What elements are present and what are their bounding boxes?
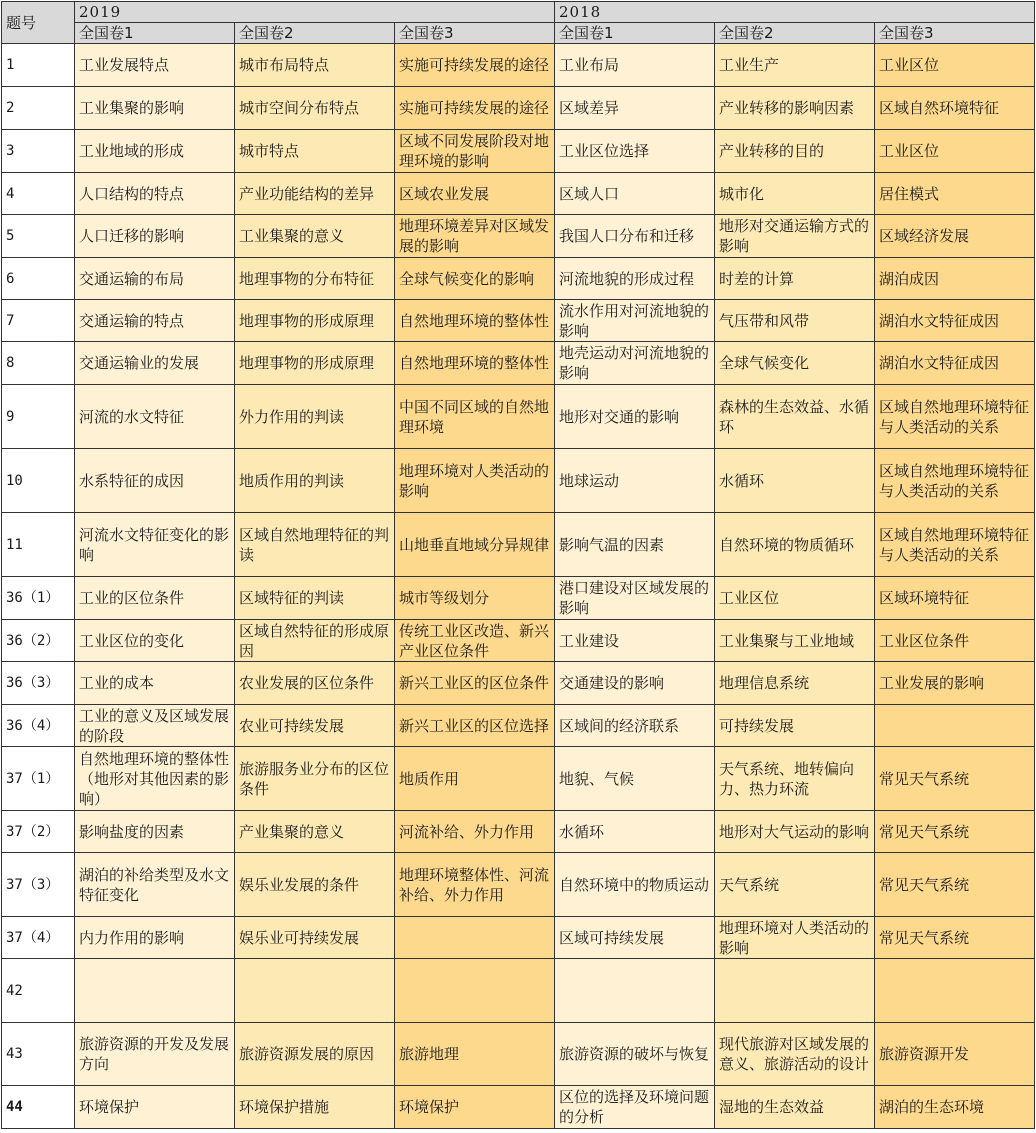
- topic-cell: 内力作用的影响: [75, 917, 235, 959]
- question-number-cell: 44: [2, 1086, 75, 1129]
- topic-cell: [875, 705, 1035, 747]
- topic-cell: 地理环境对人类活动的影响: [715, 917, 875, 959]
- topic-cell: 城市特点: [235, 130, 395, 173]
- topic-cell: 影响气温的因素: [555, 513, 715, 577]
- topic-cell: 河流补给、外力作用: [395, 811, 555, 853]
- topic-cell: 旅游资源发展的原因: [235, 1023, 395, 1086]
- topic-cell: 现代旅游对区域发展的意义、旅游活动的设计: [715, 1023, 875, 1086]
- topic-cell: 地形对交通的影响: [555, 385, 715, 449]
- topic-cell: 工业布局: [555, 44, 715, 87]
- question-number-cell: 36（4）: [2, 705, 75, 747]
- topic-cell: 工业集聚的影响: [75, 87, 235, 130]
- topic-cell: 环境保护: [75, 1086, 235, 1129]
- topic-cell: 环境保护措施: [235, 1086, 395, 1129]
- topic-cell: 影响盐度的因素: [75, 811, 235, 853]
- topic-cell: 区域可持续发展: [555, 917, 715, 959]
- topic-cell: 地球运动: [555, 449, 715, 513]
- topic-cell: 工业发展的影响: [875, 662, 1035, 705]
- paper-header: 全国卷3: [395, 23, 555, 44]
- question-number-header: 题号: [2, 2, 75, 44]
- topic-cell: 区域自然地理特征的判读: [235, 513, 395, 577]
- question-number-cell: 4: [2, 173, 75, 215]
- topic-cell: 地理环境对人类活动的影响: [395, 449, 555, 513]
- table-row: [2, 342, 1035, 385]
- question-number-cell: 5: [2, 215, 75, 258]
- topic-cell: 中国不同区域的自然地理环境: [395, 385, 555, 449]
- question-number-cell: 37（4）: [2, 917, 75, 959]
- paper-header: 全国卷3: [875, 23, 1035, 44]
- topic-cell: 农业可持续发展: [235, 705, 395, 747]
- topic-cell: 工业区位: [875, 44, 1035, 87]
- question-number-cell: 10: [2, 449, 75, 513]
- topic-cell: 工业区位选择: [555, 130, 715, 173]
- topic-cell: 自然地理环境的整体性: [395, 342, 555, 385]
- year-header-2019: 2019: [75, 2, 555, 23]
- topic-cell: 区域农业发展: [395, 173, 555, 215]
- topic-cell: 我国人口分布和迁移: [555, 215, 715, 258]
- table-row: [2, 44, 1035, 87]
- topic-cell: 工业区位的变化: [75, 620, 235, 662]
- topic-cell: 自然地理环境的整体性: [395, 300, 555, 342]
- topic-cell: 常见天气系统: [875, 853, 1035, 917]
- question-number-cell: 7: [2, 300, 75, 342]
- question-number-cell: 3: [2, 130, 75, 173]
- topic-cell: 娱乐业可持续发展: [235, 917, 395, 959]
- topic-cell: 自然地理环境的整体性（地形对其他因素的影响）: [75, 747, 235, 811]
- topic-cell: 实施可持续发展的途径: [395, 44, 555, 87]
- question-number-cell: 9: [2, 385, 75, 449]
- topic-cell: 自然环境的物质循环: [715, 513, 875, 577]
- topic-cell: 可持续发展: [715, 705, 875, 747]
- topic-cell: 新兴工业区的区位选择: [395, 705, 555, 747]
- topic-cell: 水循环: [715, 449, 875, 513]
- topic-cell: 地理事物的形成原理: [235, 342, 395, 385]
- topic-cell: 旅游资源的开发及发展方向: [75, 1023, 235, 1086]
- topic-cell: 地理信息系统: [715, 662, 875, 705]
- table-row: [2, 620, 1035, 662]
- topic-cell: 城市等级划分: [395, 577, 555, 620]
- topic-cell: 区域经济发展: [875, 215, 1035, 258]
- table-row: [2, 853, 1035, 917]
- topic-cell: 交通运输的特点: [75, 300, 235, 342]
- topic-cell: 产业集聚的意义: [235, 811, 395, 853]
- question-number-cell: 6: [2, 258, 75, 300]
- topic-cell: 娱乐业发展的条件: [235, 853, 395, 917]
- topic-cell: 工业区位条件: [875, 620, 1035, 662]
- topic-cell: 区域差异: [555, 87, 715, 130]
- topic-cell: 城市化: [715, 173, 875, 215]
- topic-cell: 流水作用对河流地貌的影响: [555, 300, 715, 342]
- topic-cell: 人口迁移的影响: [75, 215, 235, 258]
- topic-cell: 产业转移的影响因素: [715, 87, 875, 130]
- topic-cell: 地壳运动对河流地貌的影响: [555, 342, 715, 385]
- topic-cell: 工业集聚与工业地域: [715, 620, 875, 662]
- topic-cell: 地理环境差异对区域发展的影响: [395, 215, 555, 258]
- table-row: [2, 577, 1035, 620]
- table-row: [2, 173, 1035, 215]
- topic-cell: [75, 959, 235, 1023]
- table-row: [2, 513, 1035, 577]
- topic-cell: 水系特征的成因: [75, 449, 235, 513]
- paper-header: 全国卷1: [555, 23, 715, 44]
- table-row: [2, 130, 1035, 173]
- topic-cell: 港口建设对区域发展的影响: [555, 577, 715, 620]
- question-number-cell: 11: [2, 513, 75, 577]
- topic-cell: 区域自然特征的形成原因: [235, 620, 395, 662]
- topic-cell: 区域自然地理环境特征与人类活动的关系: [875, 449, 1035, 513]
- topic-cell: 湖泊水文特征成因: [875, 342, 1035, 385]
- topic-cell: 产业转移的目的: [715, 130, 875, 173]
- exam-topic-table: [1, 1, 1035, 1129]
- topic-cell: 旅游服务业分布的区位条件: [235, 747, 395, 811]
- paper-header: 全国卷2: [235, 23, 395, 44]
- topic-cell: 工业的意义及区域发展的阶段: [75, 705, 235, 747]
- topic-cell: 常见天气系统: [875, 811, 1035, 853]
- table-body: [2, 44, 1035, 1129]
- topic-cell: 地理环境整体性、河流补给、外力作用: [395, 853, 555, 917]
- topic-cell: 湖泊成因: [875, 258, 1035, 300]
- topic-cell: 农业发展的区位条件: [235, 662, 395, 705]
- topic-cell: 区域不同发展阶段对地理环境的影响: [395, 130, 555, 173]
- paper-header: 全国卷2: [715, 23, 875, 44]
- topic-cell: 工业的成本: [75, 662, 235, 705]
- topic-cell: 河流地貌的形成过程: [555, 258, 715, 300]
- topic-cell: 传统工业区改造、新兴产业区位条件: [395, 620, 555, 662]
- question-number-cell: 36（3）: [2, 662, 75, 705]
- topic-cell: [555, 959, 715, 1023]
- topic-cell: 地形对交通运输方式的影响: [715, 215, 875, 258]
- topic-cell: [715, 959, 875, 1023]
- topic-cell: 湿地的生态效益: [715, 1086, 875, 1129]
- topic-cell: 地理事物的形成原理: [235, 300, 395, 342]
- question-number-cell: 36（2）: [2, 620, 75, 662]
- question-number-cell: 2: [2, 87, 75, 130]
- topic-cell: 区位的选择及环境问题的分析: [555, 1086, 715, 1129]
- question-number-cell: 37（3）: [2, 853, 75, 917]
- question-number-cell: 36（1）: [2, 577, 75, 620]
- topic-cell: 环境保护: [395, 1086, 555, 1129]
- topic-cell: [235, 959, 395, 1023]
- topic-cell: 湖泊水文特征成因: [875, 300, 1035, 342]
- topic-cell: [875, 959, 1035, 1023]
- topic-cell: 森林的生态效益、水循环: [715, 385, 875, 449]
- topic-cell: 地貌、气候: [555, 747, 715, 811]
- topic-cell: 工业发展特点: [75, 44, 235, 87]
- topic-cell: 区域自然地理环境特征与人类活动的关系: [875, 385, 1035, 449]
- topic-cell: 区域特征的判读: [235, 577, 395, 620]
- topic-cell: 工业建设: [555, 620, 715, 662]
- table-row: [2, 385, 1035, 449]
- topic-cell: 工业生产: [715, 44, 875, 87]
- table-row: [2, 1023, 1035, 1086]
- topic-cell: 交通运输的布局: [75, 258, 235, 300]
- topic-cell: 地理事物的分布特征: [235, 258, 395, 300]
- question-number-cell: 37（1）: [2, 747, 75, 811]
- topic-cell: 交通运输业的发展: [75, 342, 235, 385]
- topic-cell: 外力作用的判读: [235, 385, 395, 449]
- topic-cell: 河流的水文特征: [75, 385, 235, 449]
- question-number-cell: 43: [2, 1023, 75, 1086]
- table-row: [2, 662, 1035, 705]
- topic-cell: 城市空间分布特点: [235, 87, 395, 130]
- topic-cell: 实施可持续发展的途径: [395, 87, 555, 130]
- table-row: [2, 747, 1035, 811]
- topic-cell: 区域环境特征: [875, 577, 1035, 620]
- topic-cell: 交通建设的影响: [555, 662, 715, 705]
- topic-cell: 区域人口: [555, 173, 715, 215]
- question-number-cell: 8: [2, 342, 75, 385]
- topic-cell: 地质作用的判读: [235, 449, 395, 513]
- question-number-cell: 42: [2, 959, 75, 1023]
- table-row: [2, 1086, 1035, 1129]
- topic-cell: 工业的区位条件: [75, 577, 235, 620]
- table-row: [2, 300, 1035, 342]
- topic-cell: 工业区位: [715, 577, 875, 620]
- table-row: [2, 87, 1035, 130]
- paper-header: 全国卷1: [75, 23, 235, 44]
- topic-cell: 旅游地理: [395, 1023, 555, 1086]
- topic-cell: 湖泊的补给类型及水文特征变化: [75, 853, 235, 917]
- topic-cell: 地形对大气运动的影响: [715, 811, 875, 853]
- topic-cell: 城市布局特点: [235, 44, 395, 87]
- topic-cell: 气压带和风带: [715, 300, 875, 342]
- topic-cell: 全球气候变化: [715, 342, 875, 385]
- table-row: [2, 215, 1035, 258]
- topic-cell: 区域自然环境特征: [875, 87, 1035, 130]
- topic-cell: 工业区位: [875, 130, 1035, 173]
- topic-cell: 水循环: [555, 811, 715, 853]
- topic-cell: 工业集聚的意义: [235, 215, 395, 258]
- topic-cell: 河流水文特征变化的影响: [75, 513, 235, 577]
- topic-cell: 区域间的经济联系: [555, 705, 715, 747]
- table-row: [2, 917, 1035, 959]
- topic-cell: 自然环境中的物质运动: [555, 853, 715, 917]
- topic-cell: 旅游资源开发: [875, 1023, 1035, 1086]
- table-row: [2, 449, 1035, 513]
- topic-cell: 产业功能结构的差异: [235, 173, 395, 215]
- topic-cell: 居住模式: [875, 173, 1035, 215]
- topic-cell: 工业地域的形成: [75, 130, 235, 173]
- topic-cell: 区域自然地理环境特征与人类活动的关系: [875, 513, 1035, 577]
- topic-cell: 湖泊的生态环境: [875, 1086, 1035, 1129]
- topic-cell: 山地垂直地域分异规律: [395, 513, 555, 577]
- topic-cell: [395, 917, 555, 959]
- topic-cell: [395, 959, 555, 1023]
- table-row: [2, 959, 1035, 1023]
- topic-cell: 常见天气系统: [875, 917, 1035, 959]
- table-row: [2, 705, 1035, 747]
- topic-cell: 人口结构的特点: [75, 173, 235, 215]
- topic-cell: 旅游资源的破坏与恢复: [555, 1023, 715, 1086]
- topic-cell: 常见天气系统: [875, 747, 1035, 811]
- topic-cell: 全球气候变化的影响: [395, 258, 555, 300]
- table-row: [2, 258, 1035, 300]
- question-number-cell: 1: [2, 44, 75, 87]
- topic-cell: 地质作用: [395, 747, 555, 811]
- topic-cell: 天气系统: [715, 853, 875, 917]
- question-number-cell: 37（2）: [2, 811, 75, 853]
- topic-cell: 时差的计算: [715, 258, 875, 300]
- topic-cell: 新兴工业区的区位条件: [395, 662, 555, 705]
- table-row: [2, 811, 1035, 853]
- topic-cell: 天气系统、地转偏向力、热力环流: [715, 747, 875, 811]
- year-header-2018: 2018: [555, 2, 1035, 23]
